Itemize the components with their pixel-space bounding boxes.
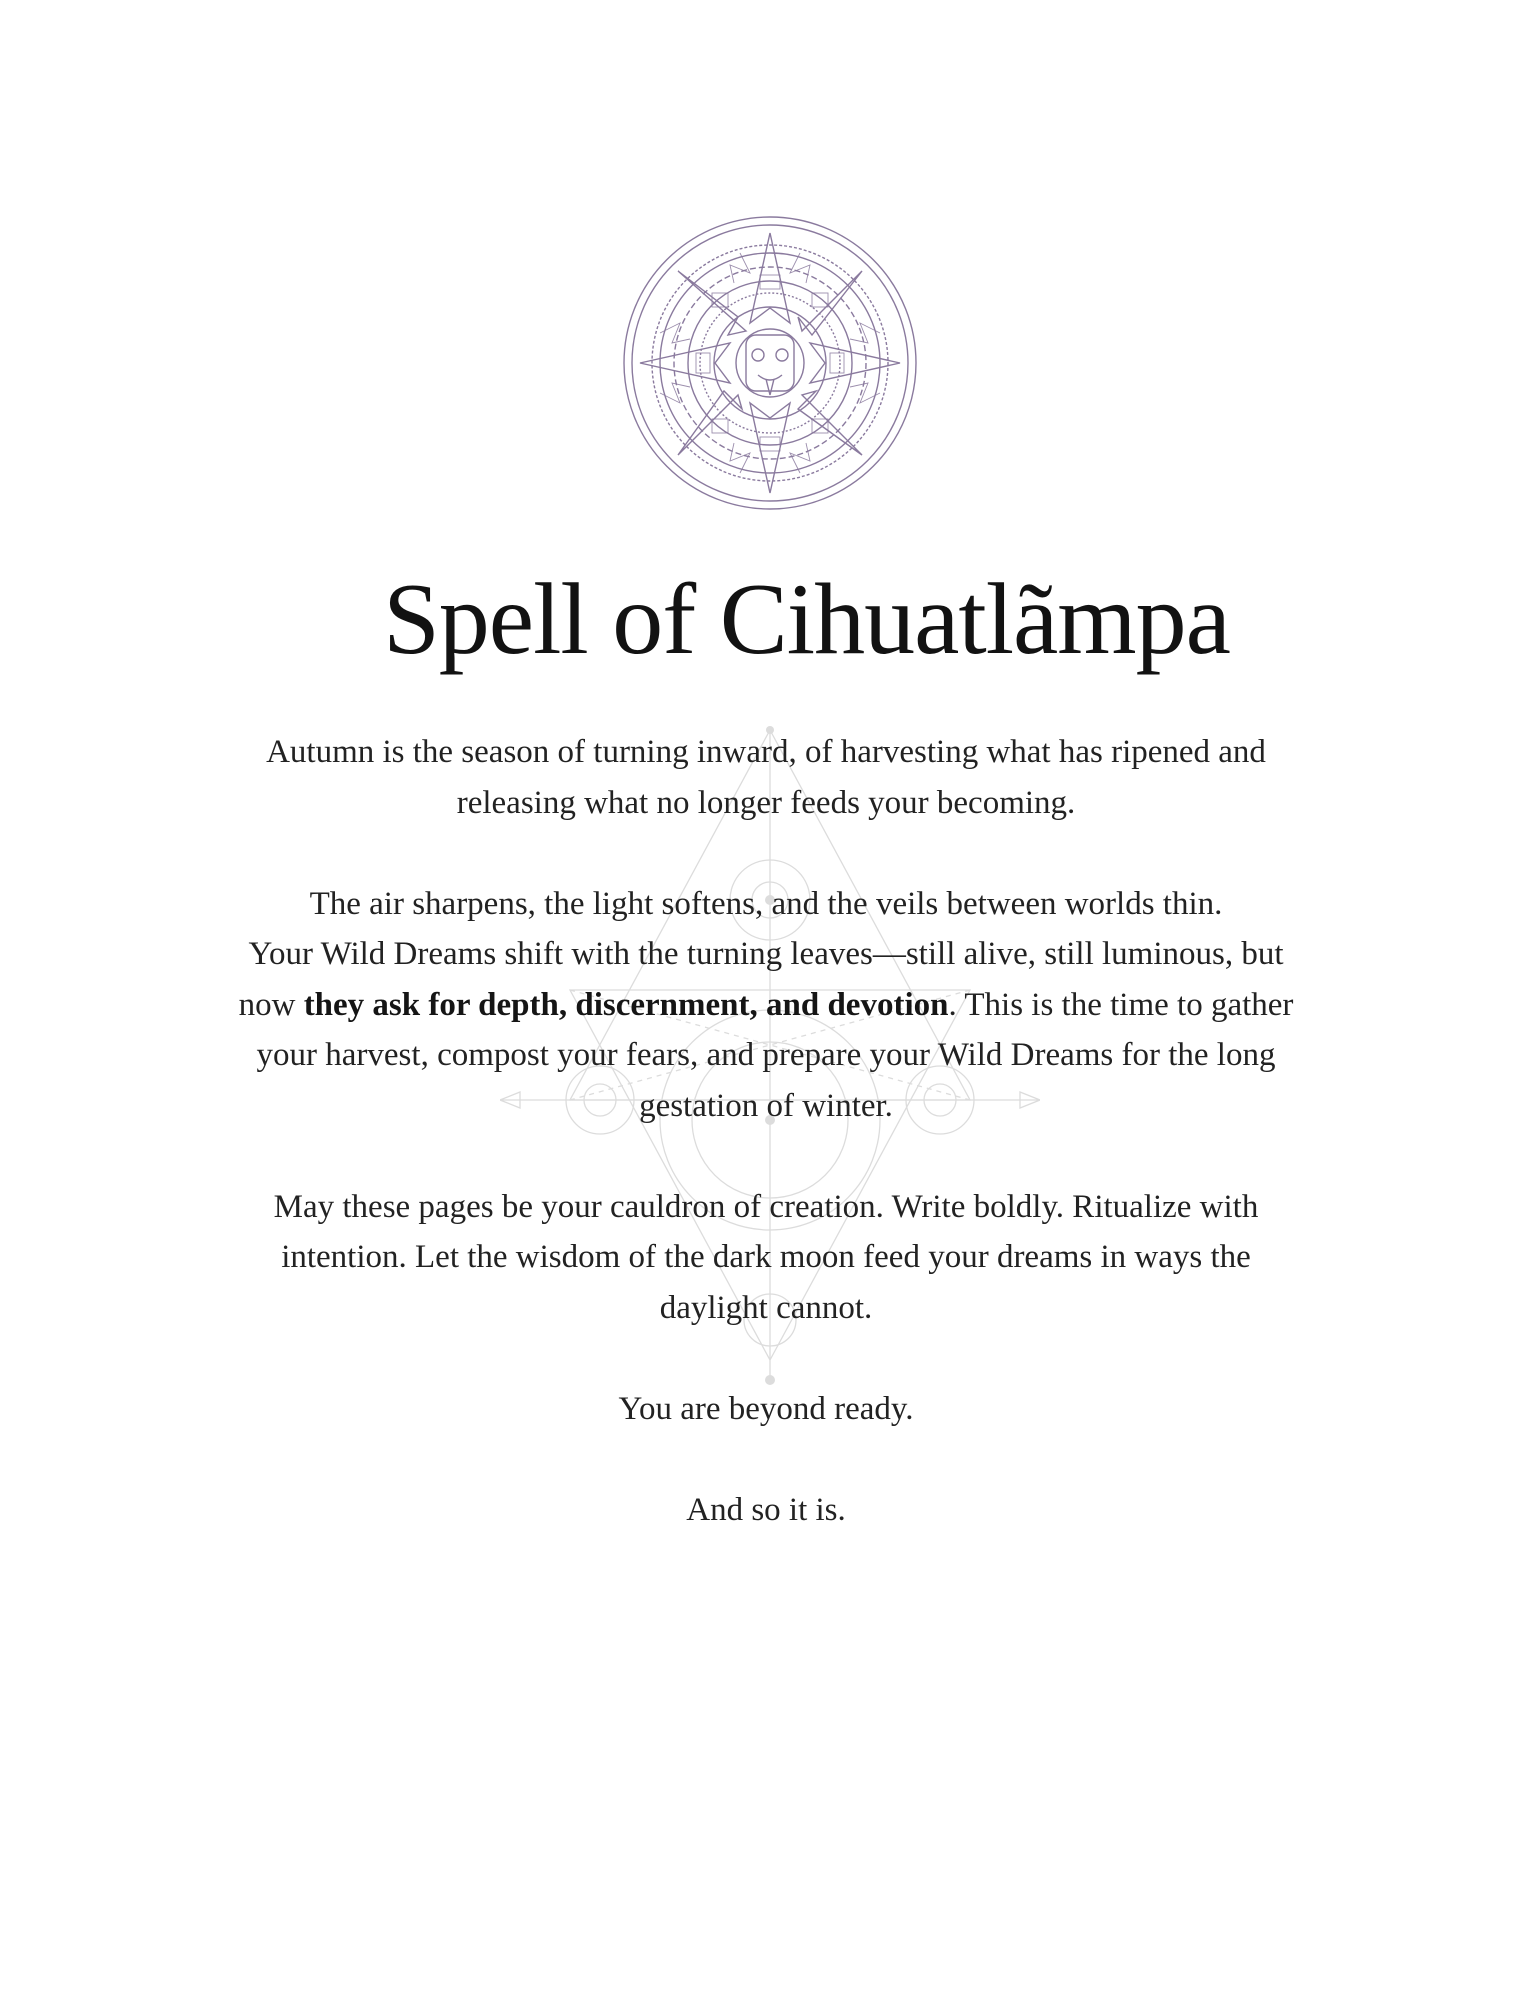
paragraph-intro bbox=[166, 727, 1366, 828]
text-line: intention. Let the wisdom of the dark moon feed your dreams in ways the bbox=[281, 1239, 1251, 1275]
text-line: Autumn is the season of turning inward, of harvesting what has ripened and bbox=[266, 734, 1266, 770]
paragraph-cauldron bbox=[166, 1182, 1366, 1334]
text-line: your harvest, compost your fears, and prepare your Wild Dreams for the long bbox=[256, 1037, 1276, 1073]
emphasis-text: they ask for depth, discernment, and devotion bbox=[303, 986, 949, 1023]
text-line bbox=[166, 980, 1366, 1031]
text-line: daylight cannot. bbox=[659, 1289, 873, 1326]
text-line: gestation of winter. bbox=[639, 1087, 893, 1124]
aztec-sun-stone-icon bbox=[620, 213, 920, 513]
text-line: The air sharpens, the light softens, and the veils between worlds thin. bbox=[309, 885, 1223, 922]
paragraph-autumn bbox=[166, 879, 1366, 1132]
page-title: Spell of Cihuatlãmpa bbox=[383, 563, 1230, 676]
text-segment: now bbox=[238, 986, 304, 1023]
paragraph-ready: You are beyond ready. bbox=[618, 1390, 914, 1427]
text-line: releasing what no longer feeds your becoming. bbox=[456, 784, 1076, 821]
paragraph-closing: And so it is. bbox=[686, 1491, 846, 1528]
text-line: May these pages be your cauldron of creation. Write boldly. Ritualize with bbox=[273, 1188, 1259, 1225]
text-segment: . This is the time to gather bbox=[948, 986, 1294, 1023]
text-line: Your Wild Dreams shift with the turning leaves—still alive, still luminous, but bbox=[248, 936, 1284, 972]
body-text bbox=[166, 727, 1366, 1535]
